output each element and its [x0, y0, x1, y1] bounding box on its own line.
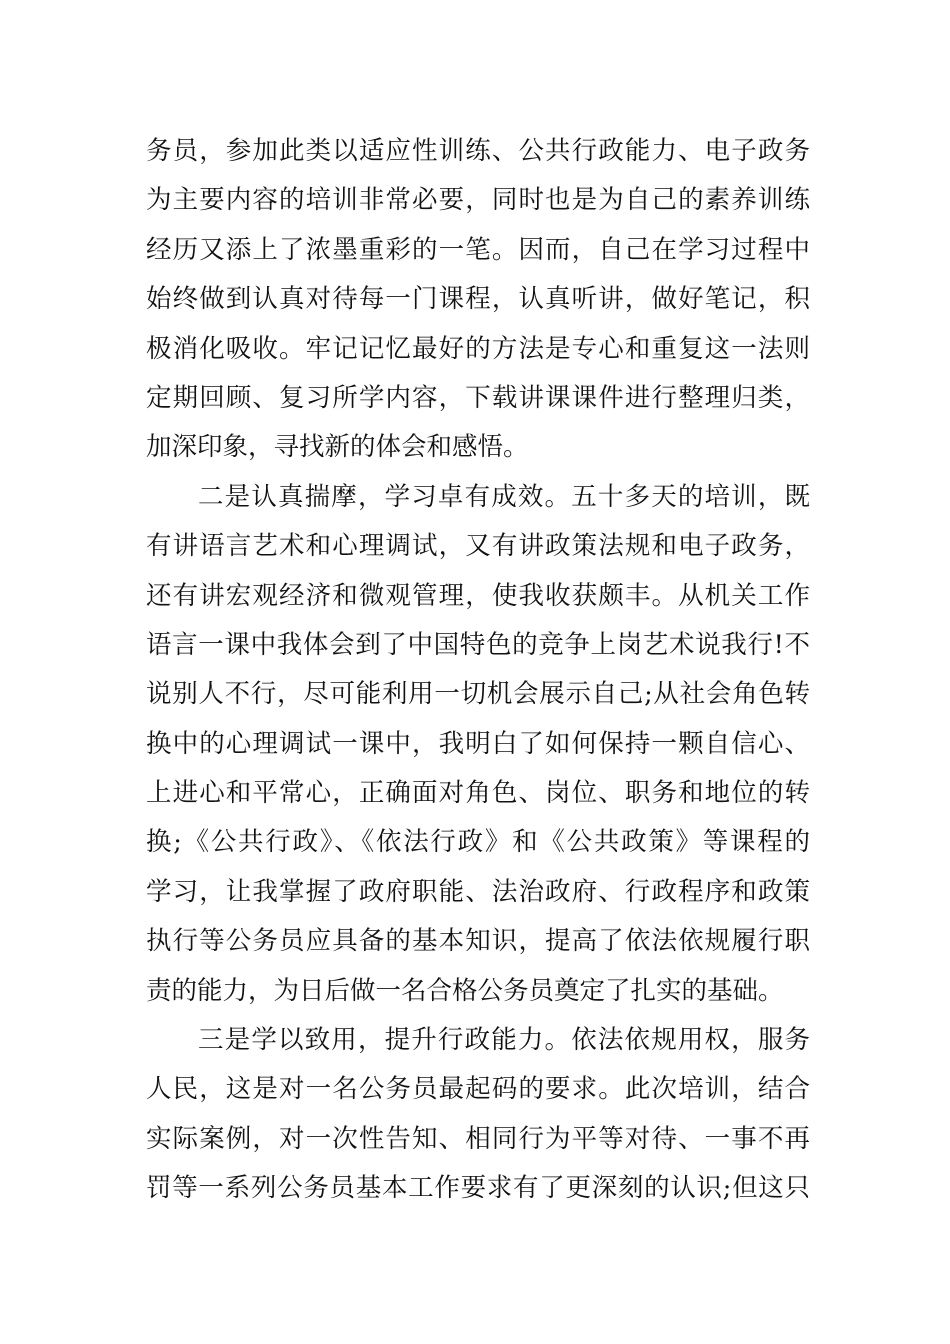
text-line: 经历又添上了浓墨重彩的一笔。因而，自己在学习过程中 [146, 234, 810, 265]
text-line: 换;《公共行政》、《依法行政》和《公共政策》等课程的 [146, 827, 810, 858]
text-line: 说别人不行，尽可能利用一切机会展示自己;从社会角色转 [146, 679, 810, 710]
text-line: 人民，这是对一名公务员最起码的要求。此次培训，结合 [146, 1074, 810, 1105]
text-line: 责的能力，为日后做一名合格公务员奠定了扎实的基础。 [146, 975, 784, 1006]
text-line: 执行等公务员应具备的基本知识，提高了依法依规履行职 [146, 926, 810, 957]
text-line: 始终做到认真对待每一门课程，认真听讲，做好笔记，积 [146, 284, 810, 315]
text-line: 二是认真揣摩，学习卓有成效。五十多天的培训，既 [198, 481, 810, 512]
text-line: 换中的心理调试一课中，我明白了如何保持一颗自信心、 [146, 728, 810, 759]
text-line: 极消化吸收。牢记记忆最好的方法是专心和重复这一法则 [146, 333, 810, 364]
text-line: 罚等一系列公务员基本工作要求有了更深刻的认识;但这只 [146, 1173, 810, 1204]
text-line: 加深印象，寻找新的体会和感悟。 [146, 432, 529, 463]
paragraph-3 [146, 1016, 810, 1214]
text-line: 学习，让我掌握了政府职能、法治政府、行政程序和政策 [146, 876, 810, 907]
text-line: 三是学以致用，提升行政能力。依法依规用权，服务 [198, 1025, 810, 1056]
text-line: 上进心和平常心，正确面对角色、岗位、职务和地位的转 [146, 778, 810, 809]
text-line: 定期回顾、复习所学内容，下载讲课课件进行整理归类， [146, 382, 810, 413]
paragraph-1 [146, 127, 810, 473]
text-line: 为主要内容的培训非常必要，同时也是为自己的素养训练 [146, 185, 810, 216]
text-line: 有讲语言艺术和心理调试，又有讲政策法规和电子政务， [146, 531, 810, 562]
paragraph-2 [146, 473, 810, 1016]
text-line: 还有讲宏观经济和微观管理，使我收获颇丰。从机关工作 [146, 580, 810, 611]
text-line: 务员，参加此类以适应性训练、公共行政能力、电子政务 [146, 136, 810, 166]
text-line: 语言一课中我体会到了中国特色的竞争上岗艺术说我行!不 [146, 629, 810, 660]
text-line: 实际案例，对一次性告知、相同行为平等对待、一事不再 [146, 1123, 810, 1154]
body-text [146, 127, 810, 1214]
